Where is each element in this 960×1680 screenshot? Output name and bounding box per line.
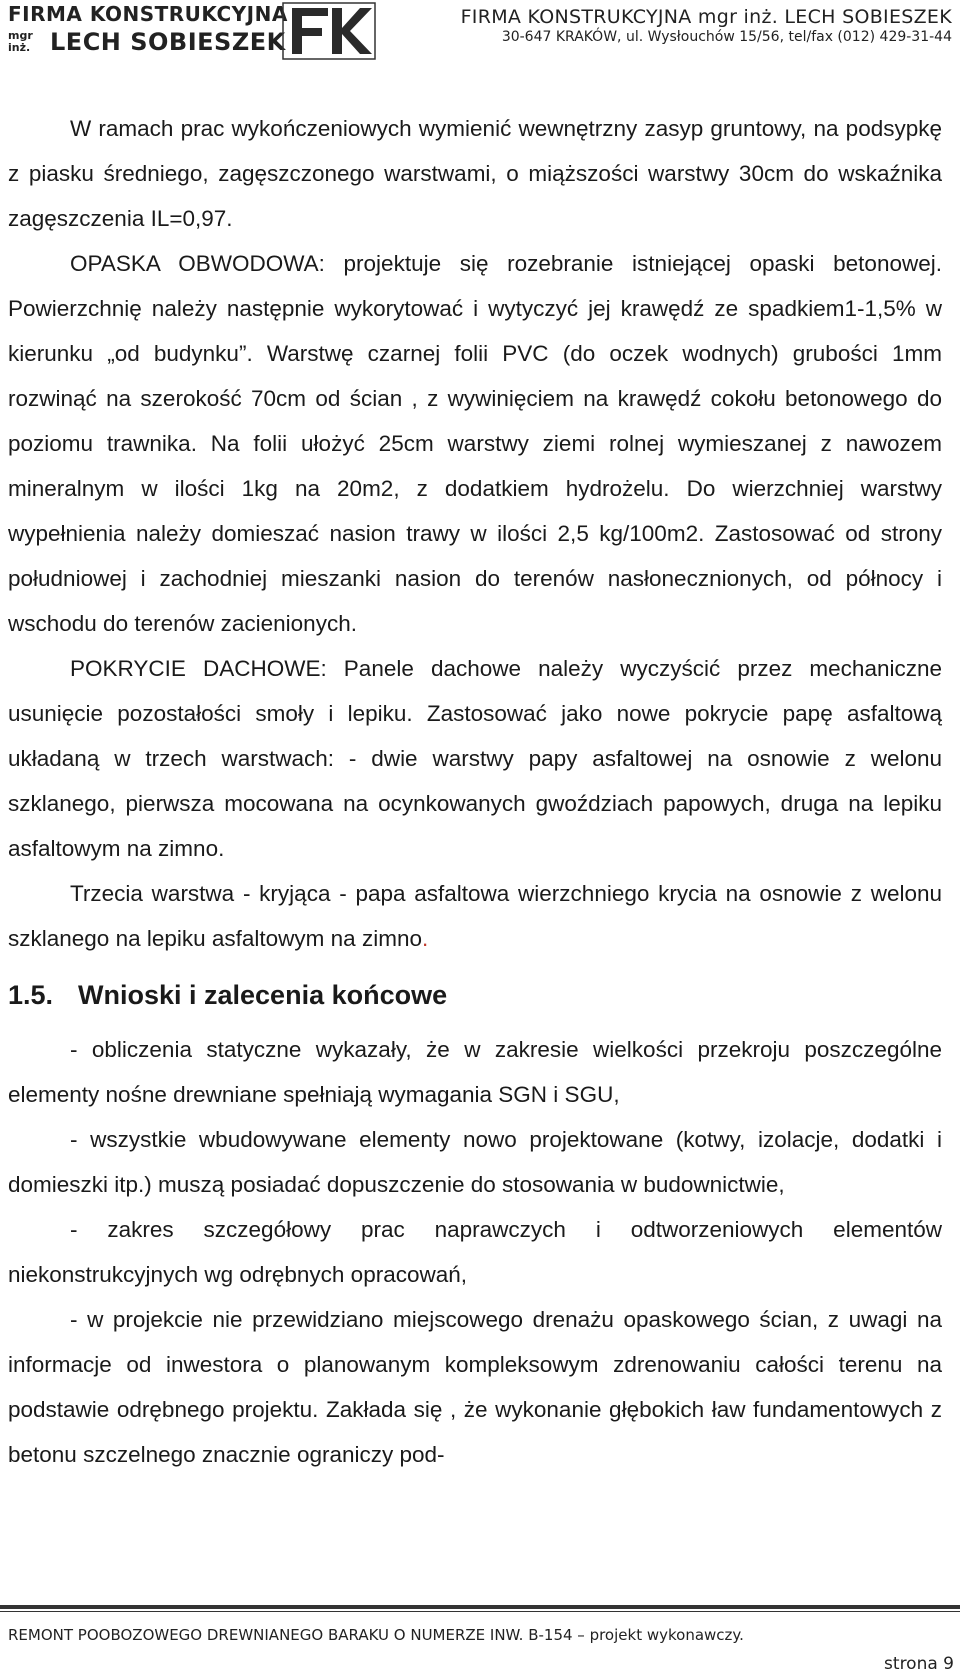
paragraph-perimeter-apron: OPASKA OBWODOWA: projektuje się rozebranie istniejącej opaski betonowej. Powierzchnię należy następnie wykorytować i wytyczyć jej krawędź ze spadkiem1-1,5% w kierunku „od budynku”. Warstwę czarnej folii PVC (do oczek wodnych) grubości 1mm rozwinąć na szerokość 70cm od ścian , z wywinięciem na krawędź cokołu betonowego do poziomu trawnika. Na folii ułożyć 25cm warstwy ziemi rolnej wymieszanej z nawozem mineralnym w ilości 1kg na 20m2, z dodatkiem hydrożelu. Do wierzchniej warstwy wypełnienia należy domieszać nasion trawy w ilości 2,5 kg/100m2. Zastosować od strony południowej i zachodniej mieszanki nasion do terenów nasłonecznionych, od północy i wschodu do terenów zacienionych. — [8, 251, 942, 636]
conclusion-item: - zakres szczegółowy prac naprawczych i odtworzeniowych elementów niekonstrukcyjnych wg odrębnych opracowań, — [8, 1217, 942, 1287]
section-title: Wnioski i zalecenia końcowe — [78, 980, 448, 1010]
logo-firm-name: FIRMA KONSTRUKCYJNA — [8, 2, 288, 26]
logo-title — [8, 30, 33, 54]
document-body — [8, 106, 942, 1477]
logo-mgr: mgr — [8, 29, 33, 42]
conclusion-item: - wszystkie wbudowywane elementy nowo projektowane (kotwy, izolacje, dodatki i domieszki itp.) muszą posiadać dopuszczenie do stosowania w budownictwie, — [8, 1127, 942, 1197]
paragraph-roofing: POKRYCIE DACHOWE: Panele dachowe należy wyczyścić przez mechaniczne usunięcie pozostałości smoły i lepiku. Zastosować jako nowe pokrycie papę asfaltową układaną w trzech warstwach: - dwie warstwy papy asfaltowej na osnowie z welonu szklanego, pierwsza mocowana na ocynkowanych gwoździach papowych, druga na lepiku asfaltowym na zimno. — [8, 656, 942, 861]
company-name: FIRMA KONSTRUKCYJNA mgr inż. LECH SOBIESZEK — [460, 6, 952, 28]
logo-owner-name: LECH SOBIESZEK — [50, 28, 286, 56]
third-layer-text: Trzecia warstwa - kryjąca - papa asfaltowa wierzchniego krycia na osnowie z welonu szklanego na lepiku asfaltowym na zimno — [8, 881, 942, 951]
company-logo — [8, 2, 376, 58]
fk-logo-mark-icon — [282, 2, 376, 60]
company-info — [461, 6, 952, 46]
section-heading — [8, 969, 942, 1021]
company-address: 30-647 KRAKÓW, ul. Wysłouchów 15/56, tel/fax (012) 429-31-44 — [501, 29, 952, 45]
footer-rule-thin — [0, 1611, 960, 1612]
page-header — [0, 0, 960, 62]
footer-rule — [0, 1605, 960, 1609]
section-number: 1.5. — [8, 980, 54, 1010]
conclusion-item: - w projekcie nie przewidziano miejscowego drenażu opaskowego ścian, z uwagi na informacje od inwestora o planowanym kompleksowym zdrenowaniu całości terenu na podstawie odrębnego projektu. Zakłada się , że wykonanie głębokich ław fundamentowych z betonu szczelnego znacznie ograniczy pod- — [8, 1307, 942, 1467]
paragraph-fill: W ramach prac wykończeniowych wymienić wewnętrzny zasyp gruntowy, na podsypkę z piasku średniego, zagęszczonego warstwami, o miąższości warstwy 30cm do wskaźnika zagęszczenia IL=0,97. — [8, 116, 942, 231]
third-layer-end: . — [421, 926, 429, 951]
conclusion-item: - obliczenia statyczne wykazały, że w zakresie wielkości przekroju poszczególne elementy nośne drewniane spełniają wymagania SGN i SGU, — [8, 1037, 942, 1107]
paragraph-third-layer — [8, 871, 942, 961]
logo-inz: inż. — [8, 41, 31, 54]
page-number: strona 9 — [884, 1654, 954, 1674]
footer-project-title: REMONT POOBOZOWEGO DREWNIANEGO BARAKU O NUMERZE INW. B-154 – projekt wykonawczy. — [8, 1626, 744, 1644]
